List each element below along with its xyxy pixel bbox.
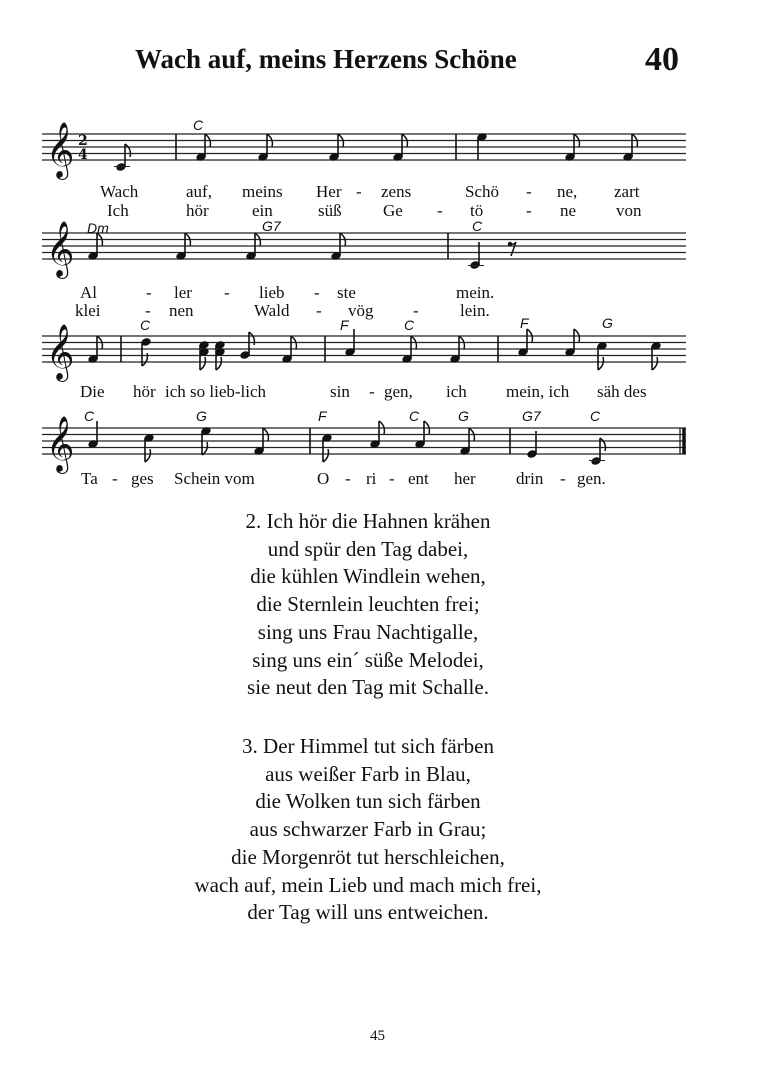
lyric-syllable: meins xyxy=(242,182,283,201)
note xyxy=(401,336,416,364)
verse-line: die Sternlein leuchten frei; xyxy=(256,592,480,617)
chord-symbol: C xyxy=(409,408,420,424)
lyric-syllable: süß xyxy=(318,201,342,220)
lyrics-system-4 xyxy=(81,469,606,488)
lyric-syllable: ein xyxy=(252,201,273,220)
note xyxy=(245,233,260,261)
lyrics-system-2 xyxy=(75,283,494,320)
verse-line: wach auf, mein Lieb und mach mich frei, xyxy=(194,872,542,897)
chord-symbol: C xyxy=(590,408,601,424)
lyric-syllable: - xyxy=(526,182,532,201)
lyric-syllable: ges xyxy=(131,469,154,488)
song-number: 40 xyxy=(645,41,679,78)
lyric-syllable: Her xyxy=(316,182,342,201)
verse-line: die kühlen Windlein wehen, xyxy=(250,564,486,589)
lyric-syllable: Ich xyxy=(107,201,129,220)
chord-symbol: G xyxy=(196,408,207,424)
lyric-syllable: Wach xyxy=(100,182,139,201)
lyric-syllable: - xyxy=(437,201,443,220)
note xyxy=(257,134,272,162)
lyric-syllable: ne, xyxy=(557,182,578,201)
lyric-syllable: zart xyxy=(614,182,640,201)
chord-symbol: F xyxy=(340,317,349,333)
lyric-syllable: ent xyxy=(408,469,429,488)
lyric-syllable: - xyxy=(224,283,230,302)
note xyxy=(195,134,210,162)
verse-line: 3. Der Himmel tut sich färben xyxy=(242,734,494,758)
lyric-syllable: - xyxy=(345,469,351,488)
notes-system-1 xyxy=(114,132,637,172)
time-signature-bottom: 4 xyxy=(78,147,88,163)
chord-symbol: G7 xyxy=(522,408,541,424)
chord-symbol: F xyxy=(318,408,327,424)
chord-symbol: C xyxy=(193,117,204,133)
lyric-syllable: mein, ich xyxy=(506,382,570,401)
verse-3 xyxy=(0,733,736,927)
lyric-syllable: - xyxy=(356,182,362,201)
treble-clef-icon: 𝄞 xyxy=(46,416,75,472)
note xyxy=(253,428,268,456)
note xyxy=(87,233,102,261)
lyric-syllable: O xyxy=(317,469,330,488)
lyric-syllable: mein. xyxy=(456,283,495,302)
staff-4 xyxy=(42,428,686,454)
note xyxy=(459,428,474,456)
lyric-syllable: sin xyxy=(330,382,350,401)
lyrics-system-1 xyxy=(100,182,642,220)
lyric-syllable: drin xyxy=(516,469,544,488)
song-title: Wach auf, meins Herzens Schöne xyxy=(135,44,517,74)
verse-line: 2. Ich hör die Hahnen krähen xyxy=(245,509,491,533)
lyric-syllable: Ta xyxy=(81,469,98,488)
lyric-syllable: ich so lieb-lich xyxy=(165,382,267,401)
lyric-syllable: ri xyxy=(366,469,377,488)
verse-line: sie neut den Tag mit Schalle. xyxy=(247,675,489,700)
lyric-syllable: ler xyxy=(174,283,192,302)
chord-symbol: C xyxy=(84,408,95,424)
lyric-syllable: lein. xyxy=(460,301,490,320)
lyric-syllable: auf, xyxy=(186,182,212,201)
verse-line: die Wolken tun sich färben xyxy=(255,789,481,814)
note xyxy=(175,233,190,261)
eighth-rest-icon xyxy=(508,242,516,256)
staff-3 xyxy=(42,336,686,362)
lyric-syllable: Ge xyxy=(383,201,403,220)
staff-1 xyxy=(42,134,686,160)
note xyxy=(564,134,579,162)
note xyxy=(114,144,130,172)
lyric-syllable: ste xyxy=(337,283,356,302)
lyric-syllable: ich xyxy=(446,382,467,401)
chord-symbol: G xyxy=(458,408,469,424)
chord-symbol: G7 xyxy=(262,218,281,234)
verse-line: und spür den Tag dabei, xyxy=(267,536,469,561)
lyric-syllable: klei xyxy=(75,301,101,320)
chord-symbol: C xyxy=(404,317,415,333)
verse-line: sing uns ein´ süße Melodei, xyxy=(252,647,484,672)
lyric-syllable: - xyxy=(314,283,320,302)
chord-symbol: Dm xyxy=(87,220,109,236)
verse-line: sing uns Frau Nachtigalle, xyxy=(257,619,479,644)
notes-system-2 xyxy=(87,233,516,270)
lyric-syllable: hör xyxy=(186,201,209,220)
lyric-syllable: gen. xyxy=(577,469,606,488)
note xyxy=(476,132,487,160)
lyric-syllable: - xyxy=(389,469,395,488)
lyric-syllable: Die xyxy=(80,382,105,401)
treble-clef-icon: 𝄞 xyxy=(46,324,75,380)
verse-line: der Tag will uns entweichen. xyxy=(247,900,489,925)
chord-symbol: F xyxy=(520,315,529,331)
lyric-syllable: Wald xyxy=(254,301,290,320)
lyric-syllable: - xyxy=(316,301,322,320)
lyric-syllable: ne xyxy=(560,201,577,220)
lyric-syllable: her xyxy=(454,469,476,488)
lyrics-system-3 xyxy=(80,382,647,401)
note xyxy=(328,134,343,162)
verse-line: aus schwarzer Farb in Grau; xyxy=(249,817,487,842)
lyric-syllable: - xyxy=(369,382,375,401)
lyric-syllable: - xyxy=(146,283,152,302)
note xyxy=(87,336,102,364)
lyric-syllable: von xyxy=(616,201,642,220)
lyric-syllable: zens xyxy=(381,182,412,201)
note xyxy=(281,336,296,364)
lyric-syllable: vög xyxy=(348,301,374,320)
chord-symbol: G xyxy=(602,315,613,331)
lyric-syllable: - xyxy=(112,469,118,488)
treble-clef-icon: 𝄞 xyxy=(46,122,75,178)
lyric-syllable: tö xyxy=(470,201,484,220)
chord-symbol: C xyxy=(472,218,483,234)
lyric-syllable: - xyxy=(413,301,419,320)
note xyxy=(392,134,407,162)
note xyxy=(589,438,605,466)
lyric-syllable: Al xyxy=(80,283,97,302)
lyric-syllable: säh des xyxy=(597,382,647,401)
verse-line: aus weißer Farb in Blau, xyxy=(265,761,471,786)
lyric-syllable: - xyxy=(560,469,566,488)
lyric-syllable: lieb xyxy=(259,283,285,302)
note xyxy=(449,336,464,364)
verse-2 xyxy=(0,508,736,702)
staff-2 xyxy=(42,233,686,259)
treble-clef-icon: 𝄞 xyxy=(46,221,75,277)
lyric-syllable: nen xyxy=(169,301,194,320)
verse-line: die Morgenröt tut herschleichen, xyxy=(231,844,505,869)
note xyxy=(526,431,537,459)
lyric-syllable: Schein vom xyxy=(174,469,255,488)
lyric-syllable: - xyxy=(526,201,532,220)
lyric-syllable: - xyxy=(145,301,151,320)
lyric-syllable: gen, xyxy=(384,382,413,401)
note xyxy=(330,233,345,261)
chord-symbol: C xyxy=(140,317,151,333)
time-signature-top: 2 xyxy=(78,133,88,149)
music-score xyxy=(0,0,766,500)
page-number: 45 xyxy=(370,1028,385,1044)
note xyxy=(622,134,637,162)
lyric-syllable: hör xyxy=(133,382,156,401)
lyric-syllable: Schö xyxy=(465,182,499,201)
